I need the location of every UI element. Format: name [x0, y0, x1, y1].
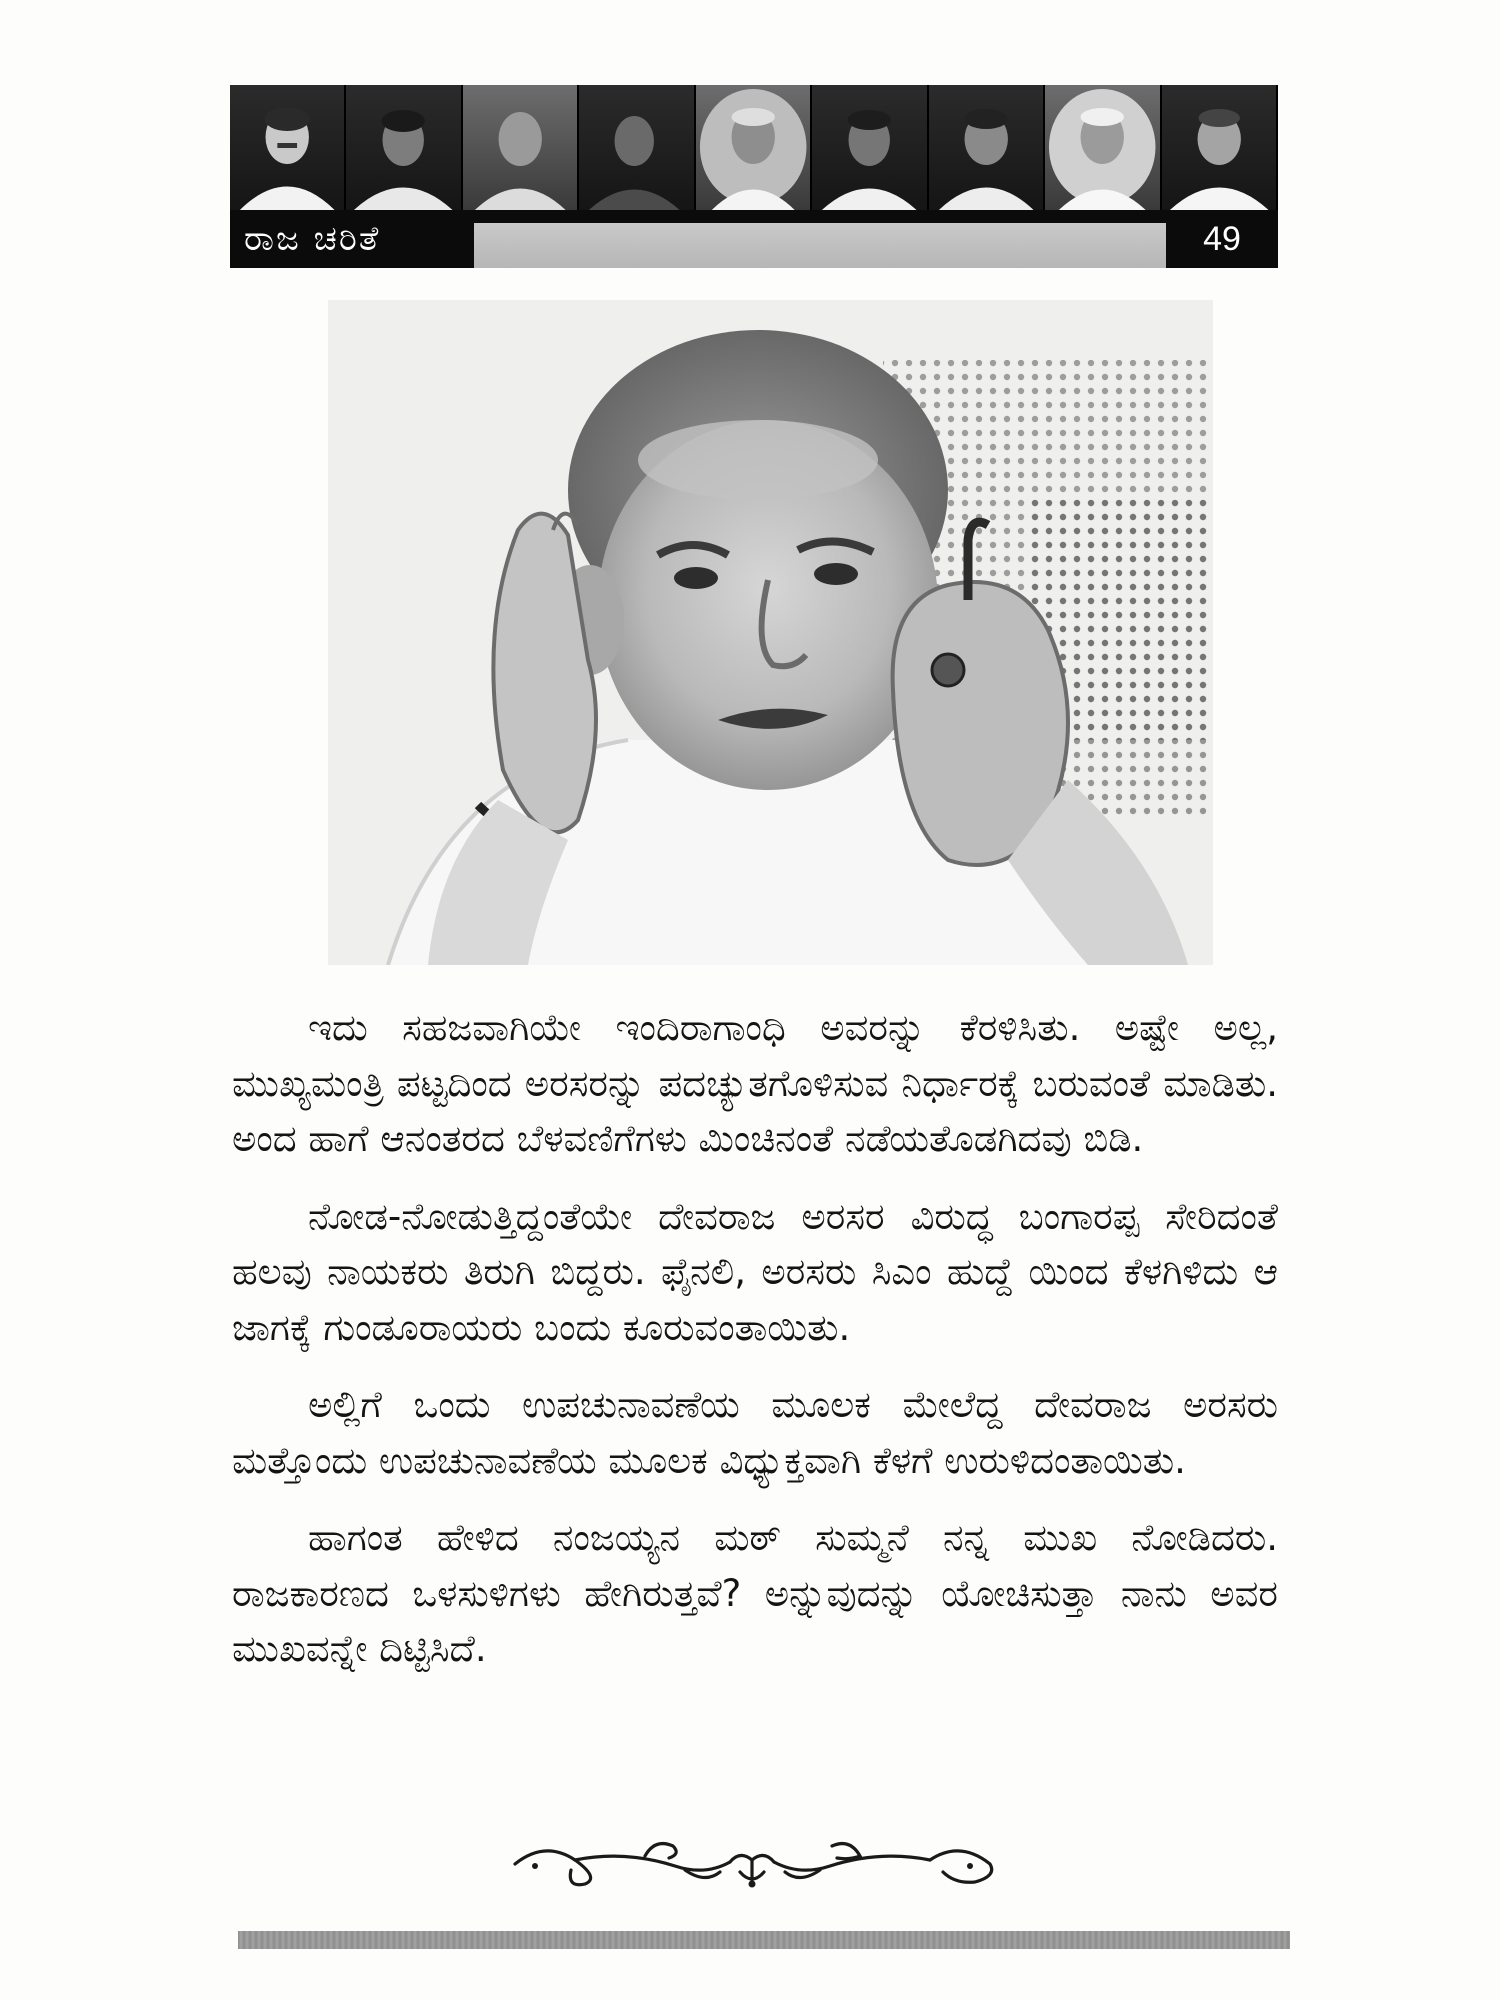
portrait-thumbnail	[929, 85, 1045, 210]
bottom-rule	[238, 1931, 1290, 1949]
header-band	[474, 223, 1166, 268]
flourish-ornament-icon	[505, 1820, 1000, 1896]
book-title: ರಾಜ ಚರಿತೆ	[230, 210, 474, 268]
header-banner	[230, 85, 1278, 268]
portrait-thumbnail	[346, 85, 462, 210]
portrait-thumbnail	[696, 85, 812, 210]
portrait-thumbnail	[812, 85, 928, 210]
paragraph: ನೋಡ-ನೋಡುತ್ತಿದ್ದಂತೆಯೇ ದೇವರಾಜ ಅರಸರ ವಿರುದ್ಧ ಬಂಗಾರಪ್ಪ ಸೇರಿದಂತೆ ಹಲವು ನಾಯಕರು ತಿರುಗಿ ಬಿದ್ದರು. ಫೈನಲಿ, ಅರಸರು ಸಿಎಂ ಹುದ್ದೆ ಯಿಂದ ಕೆಳಗಿಳಿದು ಆ ಜಾಗಕ್ಕೆ ಗುಂಡೂರಾಯರು ಬಂದು ಕೂರುವಂತಾಯಿತು.	[232, 1194, 1278, 1349]
portrait-photo	[328, 300, 1213, 965]
body-text	[232, 1000, 1278, 1699]
paragraph: ಇದು ಸಹಜವಾಗಿಯೇ ಇಂದಿರಾಗಾಂಧಿ ಅವರನ್ನು ಕೆರಳಿಸಿತು. ಅಷ್ಟೇ ಅಲ್ಲ, ಮುಖ್ಯಮಂತ್ರಿ ಪಟ್ಟದಿಂದ ಅರಸರನ್ನು ಪದಚ್ಯುತಗೊಳಿಸುವ ನಿರ್ಧಾರಕ್ಕೆ ಬರುವಂತೆ ಮಾಡಿತು. ಅಂದ ಹಾಗೆ ಆನಂತರದ ಬೆಳವಣಿಗೆಗಳು ಮಿಂಚಿನಂತೆ ನಡೆಯತೊಡಗಿದವು ಬಿಡಿ.	[232, 1006, 1278, 1160]
page-number: 49	[1203, 220, 1241, 258]
portrait-thumbnail	[579, 85, 695, 210]
paragraph: ಅಲ್ಲಿಗೆ ಒಂದು ಉಪಚುನಾವಣೆಯ ಮೂಲಕ ಮೇಲೆದ್ದ ದೇವರಾಜ ಅರಸರು ಮತ್ತೊಂದು ಉಪಚುನಾವಣೆಯ ಮೂಲಕ ವಿಧ್ಯುಕ್ತವಾಗಿ ಕೆಳಗೆ ಉರುಳಿದಂತಾಯಿತು.	[232, 1383, 1278, 1482]
portrait-thumbnail	[1045, 85, 1161, 210]
portrait-thumbnail	[230, 85, 346, 210]
portrait-thumbnail	[463, 85, 579, 210]
paragraph: ಹಾಗಂತ ಹೇಳಿದ ನಂಜಯ್ಯನ ಮಠ್ ಸುಮ್ಮನೆ ನನ್ನ ಮುಖ ನೋಡಿದರು. ರಾಜಕಾರಣದ ಒಳಸುಳಿಗಳು ಹೇಗಿರುತ್ತವೆ? ಅನ್ನುವುದನ್ನು ಯೋಚಿಸುತ್ತಾ ನಾನು ಅವರ ಮುಖವನ್ನೇ ದಿಟ್ಟಿಸಿದೆ.	[232, 1516, 1278, 1670]
portrait-thumbnail	[1162, 85, 1278, 210]
portrait-strip	[230, 85, 1278, 210]
